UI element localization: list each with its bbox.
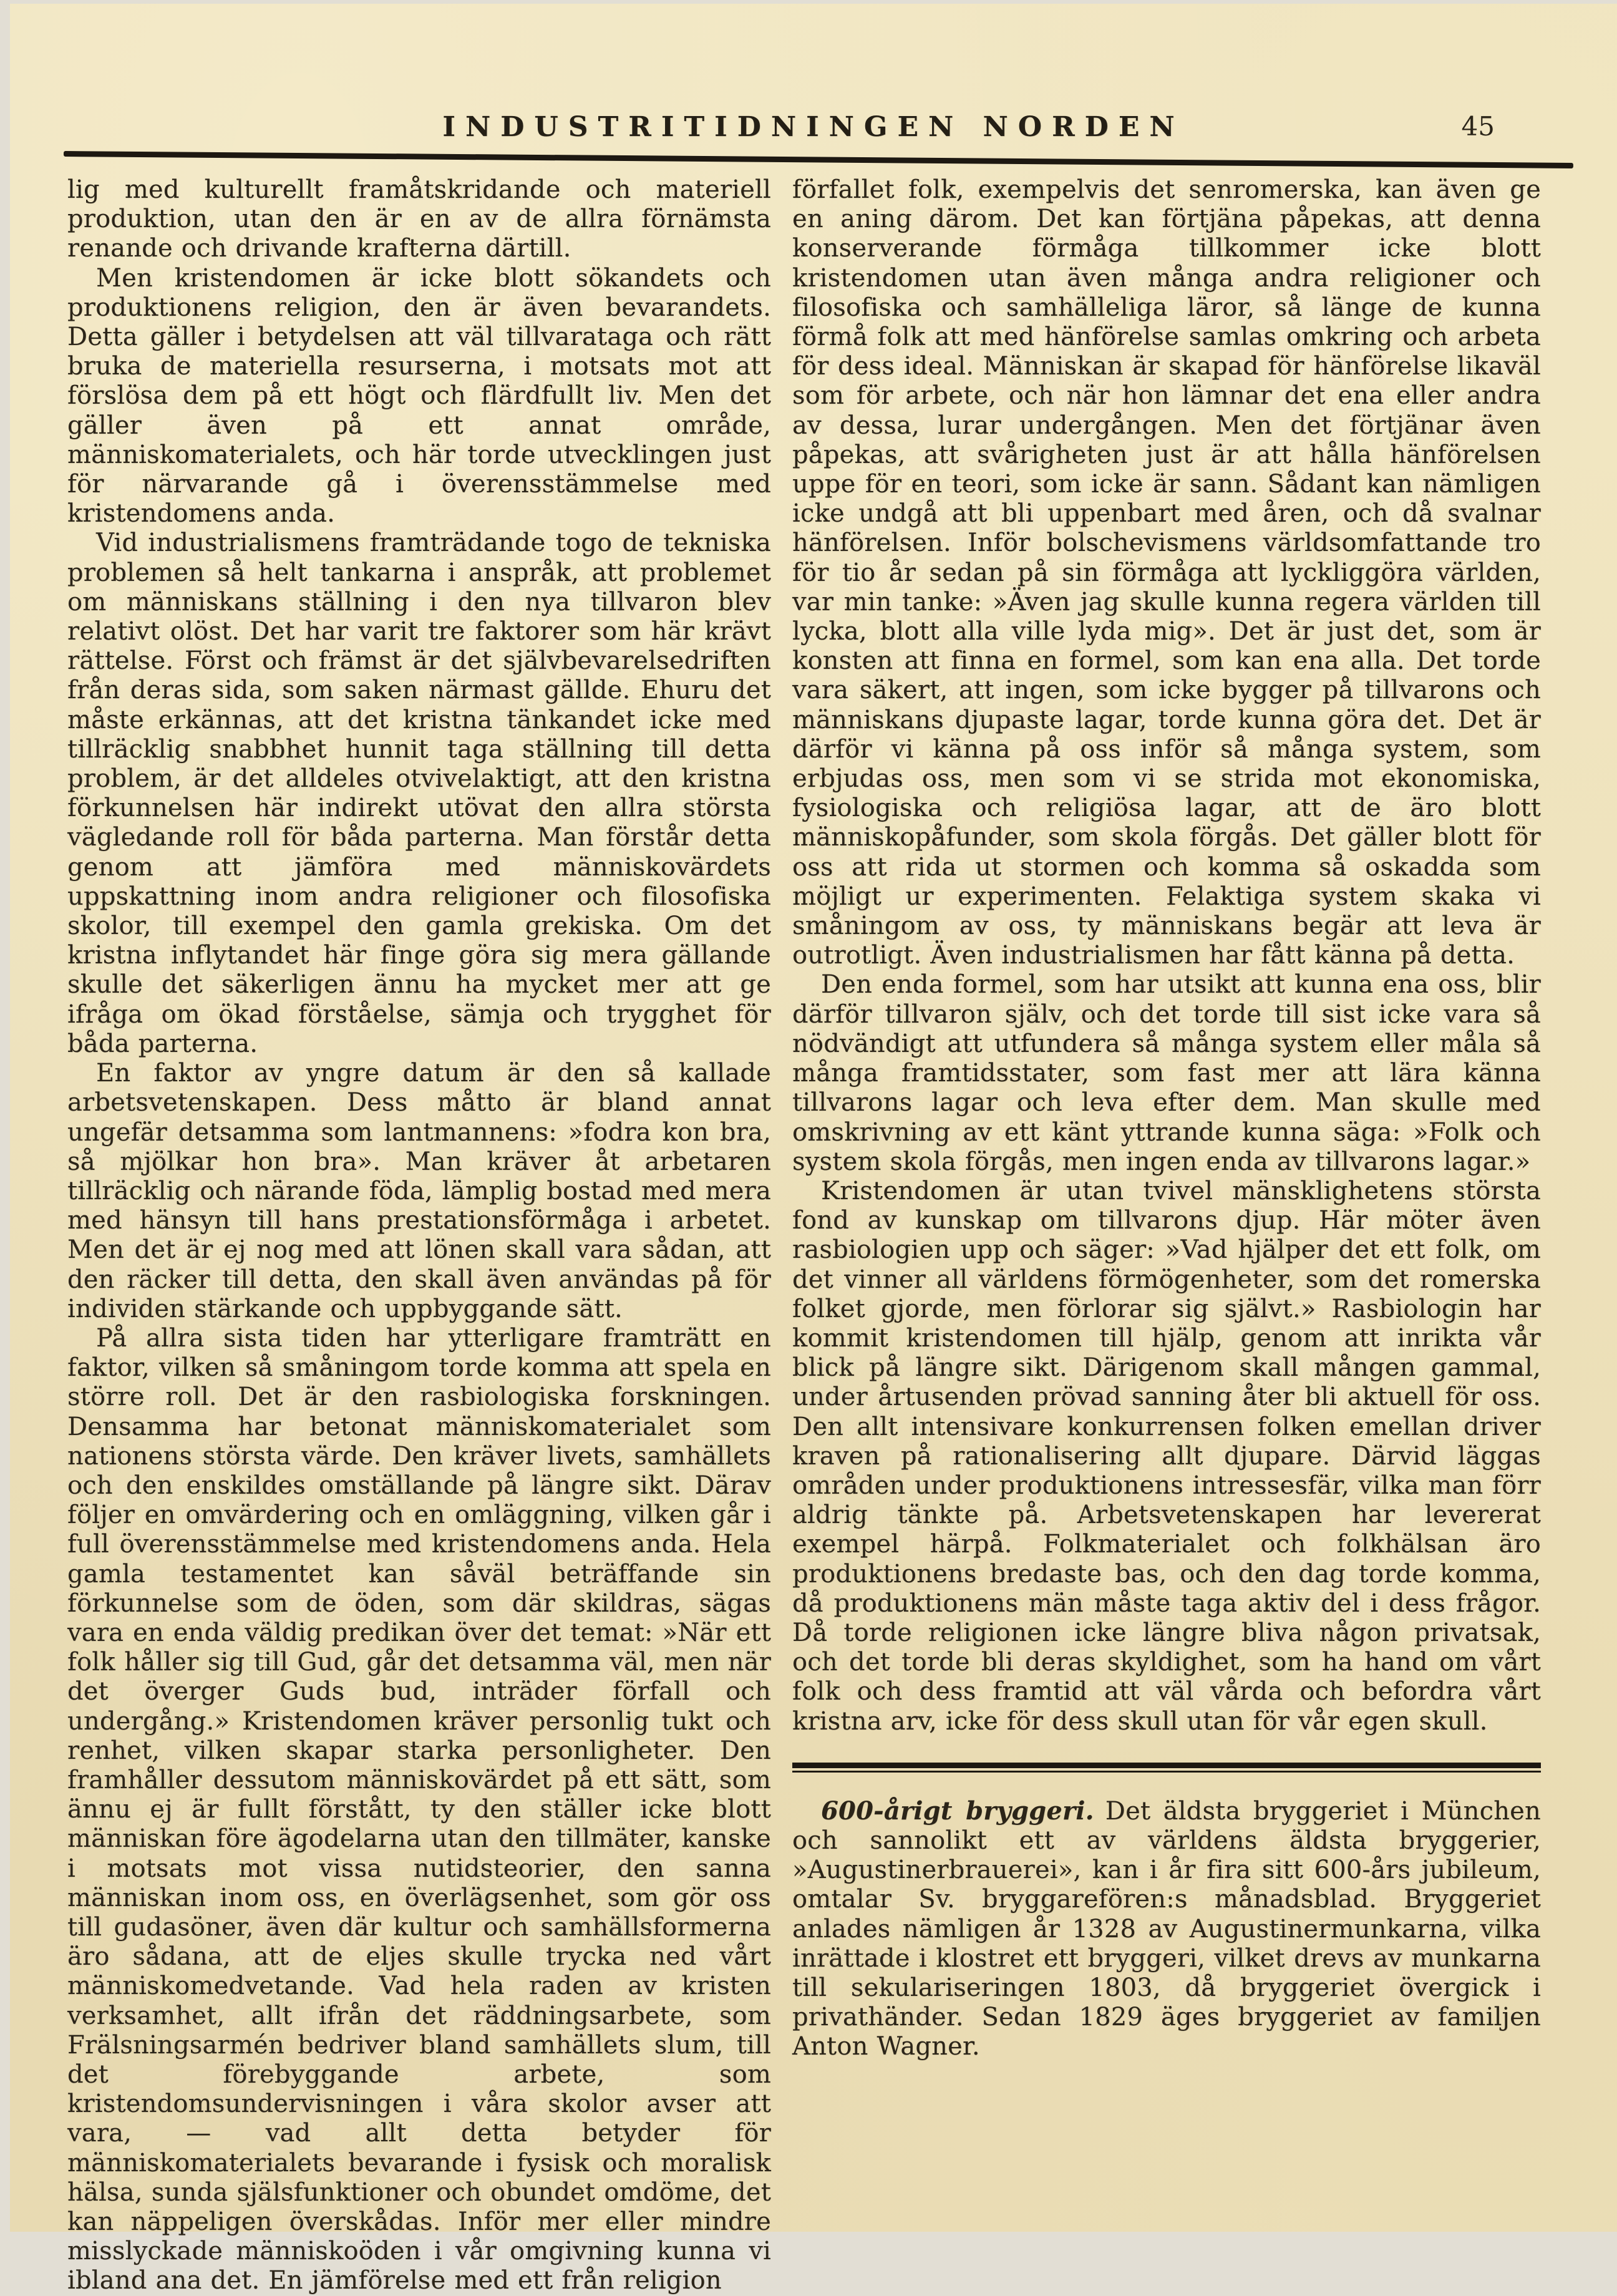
section-divider-rule [792, 1763, 1541, 1773]
left-column [67, 175, 771, 2296]
page-number: 45 [1461, 111, 1495, 142]
paragraph: En faktor av yngre datum är den så kallade arbetsvetenskapen. Dess måtto är bland annat ungefär detsamma som lantmannens: »fodra kon bra, så mjölkar hon bra». Man kräver åt arbetaren tillräcklig och närande föda, lämplig bostad med mera med hänsyn till hans prestationsförmåga i arbetet. Men det är ej nog med att lönen skall vara sådan, att den räcker till detta, den skall även användas på för individen stärkande och uppbyggande sätt. [67, 1059, 771, 1323]
news-item-body: Det äldsta bryggeriet i München och sannolikt ett av världens äldsta bryggerier, »Augustinerbrauerei», kan i år fira sitt 600-års jubileum, omtalar Sv. bryggarefören:s månadsblad. Bryggeriet anlades nämligen år 1328 av Augustinermunkarna, vilka inrättade i klostret ett bryggeri, vilket drevs av munkarna till sekulariseringen 1803, då bryggeriet övergick i privathänder. Sedan 1829 äges bryggeriet av familjen Anton Wagner. [792, 1796, 1541, 2061]
paragraph: Kristendomen är utan tvivel mänsklighetens största fond av kunskap om tillvarons djup. Här möter även rasbiologien upp och säger: »Vad hjälper det ett folk, om det vinner all världens förmögenheter, som det romerska folket gjorde, men förlorar sig självt.» Rasbiologin har kommit kristendomen till hjälp, genom att inrikta vår blick på längre sikt. Därigenom skall mången gammal, under årtusenden prövad sanning åter bli aktuell för oss. Den allt intensivare konkurrensen folken emellan driver kraven på rationalisering allt djupare. Därvid läggas områden under produktionens intressesfär, vilka man förr aldrig tänkte på. Arbetsvetenskapen har levererat exempel härpå. Folkmaterialet och folkhälsan äro produktionens bredaste bas, och den dag torde komma, då produktionens män måste taga aktiv del i dess frågor. Då torde religionen icke längre bliva någon privatsak, och det torde bli deras skyldighet, som ha hand om vårt folk och dess framtid att väl vårda och befordra vårt kristna arv, icke för dess skull utan för vår egen skull. [792, 1176, 1541, 1736]
paragraph: Vid industrialismens framträdande togo de tekniska problemen så helt tankarna i anspråk, att problemet om människans ställning i den nya tillvaron blev relativt olöst. Det har varit tre faktorer som här krävt rättelse. Först och främst är det självbevarelsedriften från deras sida, som saken närmast gällde. Ehuru det måste erkännas, att det kristna tänkandet icke med tillräcklig snabbhet hunnit taga ställning till detta problem, är det alldeles otvivelaktigt, att den kristna förkunnelsen här indirekt utövat den allra största vägledande roll för båda parterna. Man förstår detta genom att jämföra med människovärdets uppskattning inom andra religioner och filosofiska skolor, till exempel den gamla grekiska. Om det kristna inflytandet här finge göra sig mera gällande skulle det säkerligen ännu ha mycket mer att ge ifråga om ökad förståelse, sämja och trygghet för båda parterna. [67, 528, 771, 1058]
page-header [10, 4, 1617, 141]
two-column-body [10, 157, 1617, 2296]
right-column [792, 175, 1541, 2296]
paragraph: Men kristendomen är icke blott sökandets och produktionens religion, den är även bevarandets. Detta gäller i betydelsen att väl tillvarataga och rätt bruka de materiella resurserna, i motsats mot att förslösa dem på ett högt och flärdfullt liv. Men det gäller även på ett annat område, människomaterialets, och här torde utvecklingen just för närvarande gå i överensstämmelse med kristendomens anda. [67, 263, 771, 528]
paragraph: Den enda formel, som har utsikt att kunna ena oss, blir därför tillvaron själv, och det torde till sist icke vara så nödvändigt att utfundera så många system eller måla så många framtidsstater, som fast mer att lära känna tillvarons lagar och leva efter dem. Man skulle med omskrivning av ett känt yttrande kunna säga: »Folk och system skola förgås, men ingen enda av tillvarons lagar.» [792, 970, 1541, 1176]
news-item [792, 1796, 1541, 2062]
right-column-paragraphs [792, 175, 1541, 1736]
paragraph: På allra sista tiden har ytterligare framträtt en faktor, vilken så småningom torde komma att spela en större roll. Det är den rasbiologiska forskningen. Densamma har betonat människomaterialet som nationens största värde. Den kräver livets, samhällets och den enskildes omställande på längre sikt. Därav följer en omvärdering och en omläggning, vilken går i full överensstämmelse med kristendomens anda. Hela gamla testamentet kan såväl beträffande sin förkunnelse som de öden, som där skildras, sägas vara en enda väldig predikan över det temat: »När ett folk håller sig till Gud, går det detsamma väl, men när det överger Guds bud, inträder förfall och undergång.» Kristendomen kräver personlig tukt och renhet, vilken skapar starka personligheter. Den framhåller dessutom människovärdet på ett sätt, som ännu ej är fullt förstått, ty den ställer icke blott människan före ägodelarna utan den tillmäter, kanske i motsats mot vissa nutidsteorier, den sanna människan inom oss, en överlägsenhet, som gör oss till gudasöner, även där kultur och samhällsformerna äro sådana, att de eljes skulle trycka ned vårt människomedvetande. Vad hela raden av kristen verksamhet, allt ifrån det räddningsarbete, som Frälsningsarmén bedriver bland samhällets slum, till det förebyggande arbete, som kristendomsundervisningen i våra skolor avser att vara, — vad allt detta betyder för människomaterialets bevarande i fysisk och moralisk hälsa, sunda själsfunktioner och obundet omdöme, det kan näppeligen överskådas. Inför mer eller mindre misslyckade människoöden i vår omgivning kunna vi ibland ana det. En jämförelse med ett från religion [67, 1323, 771, 2295]
magazine-page [10, 4, 1617, 2295]
news-item-title: 600-årigt bryggeri. [821, 1796, 1094, 1826]
journal-title: INDUSTRITIDNINGEN NORDEN [442, 111, 1185, 143]
paragraph: lig med kulturellt framåtskridande och materiell produktion, utan den är en av de allra förnämsta renande och drivande krafterna därtill. [67, 175, 771, 263]
paragraph: förfallet folk, exempelvis det senromerska, kan även ge en aning därom. Det kan förtjäna påpekas, att denna konserverande förmåga tillkommer icke blott kristendomen utan även många andra religioner och filosofiska och samhälleliga läror, så länge de kunna förmå folk att med hänförelse samlas omkring och arbeta för dess ideal. Människan är skapad för hänförelse likaväl som för arbete, och när hon lämnar det ena eller andra av dessa, lurar undergången. Men det förtjänar även påpekas, att svårigheten just är att hålla hänförelsen uppe för en teori, som icke är sann. Sådant kan nämligen icke undgå att bli uppenbart med åren, och då svalnar hänförelsen. Inför bolschevismens världsomfattande tro för tio år sedan på sin förmåga att lyckliggöra världen, var min tanke: »Även jag skulle kunna regera världen till lycka, blott alla ville lyda mig». Det är just det, som är konsten att finna en formel, som kan ena alla. Det torde vara säkert, att ingen, som icke bygger på tillvarons och människans djupaste lagar, torde kunna göra det. Det är därför vi känna på oss inför så många system, som erbjudas oss, men som vi se strida mot ekonomiska, fysiologiska och religiösa lagar, att de äro blott människopåfunder, som skola förgås. Det gäller blott för oss att rida ut stormen och komma så oskadda som möjligt ur experimenten. Felaktiga system skaka vi småningom av oss, ty människans begär att leva är outrotligt. Även industrialismen har fått känna på detta. [792, 175, 1541, 970]
